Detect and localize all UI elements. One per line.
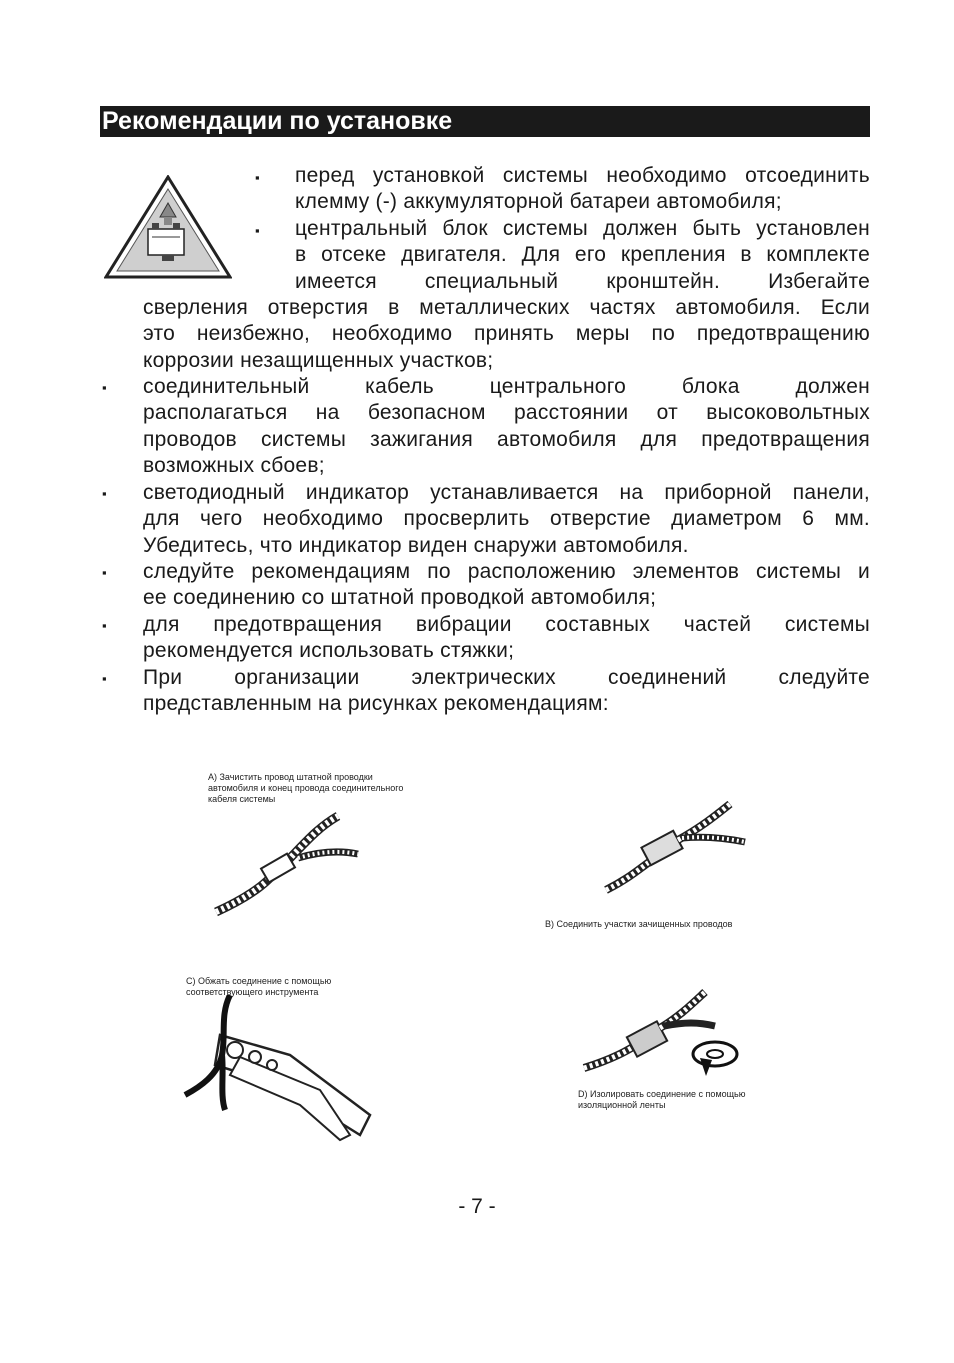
page-number: - 7 -	[458, 1195, 496, 1218]
list-item-continuation: сверления отверстия в металлических частях автомобиля. Если это неизбежно, необходимо принять меры по предотвращению коррозии незащищенных участков;	[143, 296, 870, 372]
bullet-marker: ▪	[255, 223, 260, 238]
figure-caption: A) Зачистить провод штатной проводки автомобиля и конец провода соединительного кабеля системы	[208, 772, 404, 804]
bullet-marker: ▪	[102, 618, 107, 633]
bullet-marker: ▪	[102, 565, 107, 580]
bullet-marker: ▪	[255, 170, 260, 185]
figure-caption: D) Изолировать соединение с помощью изоляционной ленты	[578, 1089, 746, 1110]
bullet-marker: ▪	[102, 380, 107, 395]
list-item: При организации электрических соединений следуйте представленным на рисунках рекомендациям:	[143, 666, 870, 716]
stripped-wires-icon	[208, 810, 368, 920]
bullet-marker: ▪	[102, 486, 107, 501]
section-header-bar	[100, 106, 870, 137]
list-item: светодиодный индикатор устанавливается на приборной панели, для чего необходимо просверлить отверстие диаметром 6 мм. Убедитесь, что индикатор виден снаружи автомобиля.	[143, 481, 870, 557]
battery-warning-triangle-icon	[104, 175, 232, 279]
section-title: Рекомендации по установке	[102, 107, 453, 135]
bullet-marker: ▪	[102, 671, 107, 686]
list-item: следуйте рекомендациям по расположению элементов системы и ее соединению со штатной проводкой автомобиля;	[143, 560, 870, 610]
crimping-tool-icon	[180, 995, 380, 1145]
list-item: перед установкой системы необходимо отсоединить клемму (-) аккумуляторной батареи автомобиля;	[295, 164, 870, 214]
list-item: центральный блок системы должен быть установлен в отсеке двигателя. Для его крепления в комплекте имеется специальный кронштейн. Избегайте	[295, 217, 870, 293]
list-item: соединительный кабель центрального блока должен располагаться на безопасном расстоянии от высоковольтных проводов системы зажигания автомобиля для предотвращения возможных сбоев;	[143, 375, 870, 478]
list-item: для предотвращения вибрации составных частей системы рекомендуется использовать стяжки;	[143, 613, 870, 663]
figure-caption: C) Обжать соединение с помощью соответствующего инструмента	[186, 976, 332, 997]
joined-wires-icon	[600, 798, 750, 898]
figure-caption: B) Соединить участки зачищенных проводов	[545, 919, 733, 929]
insulating-tape-icon	[580, 988, 750, 1078]
